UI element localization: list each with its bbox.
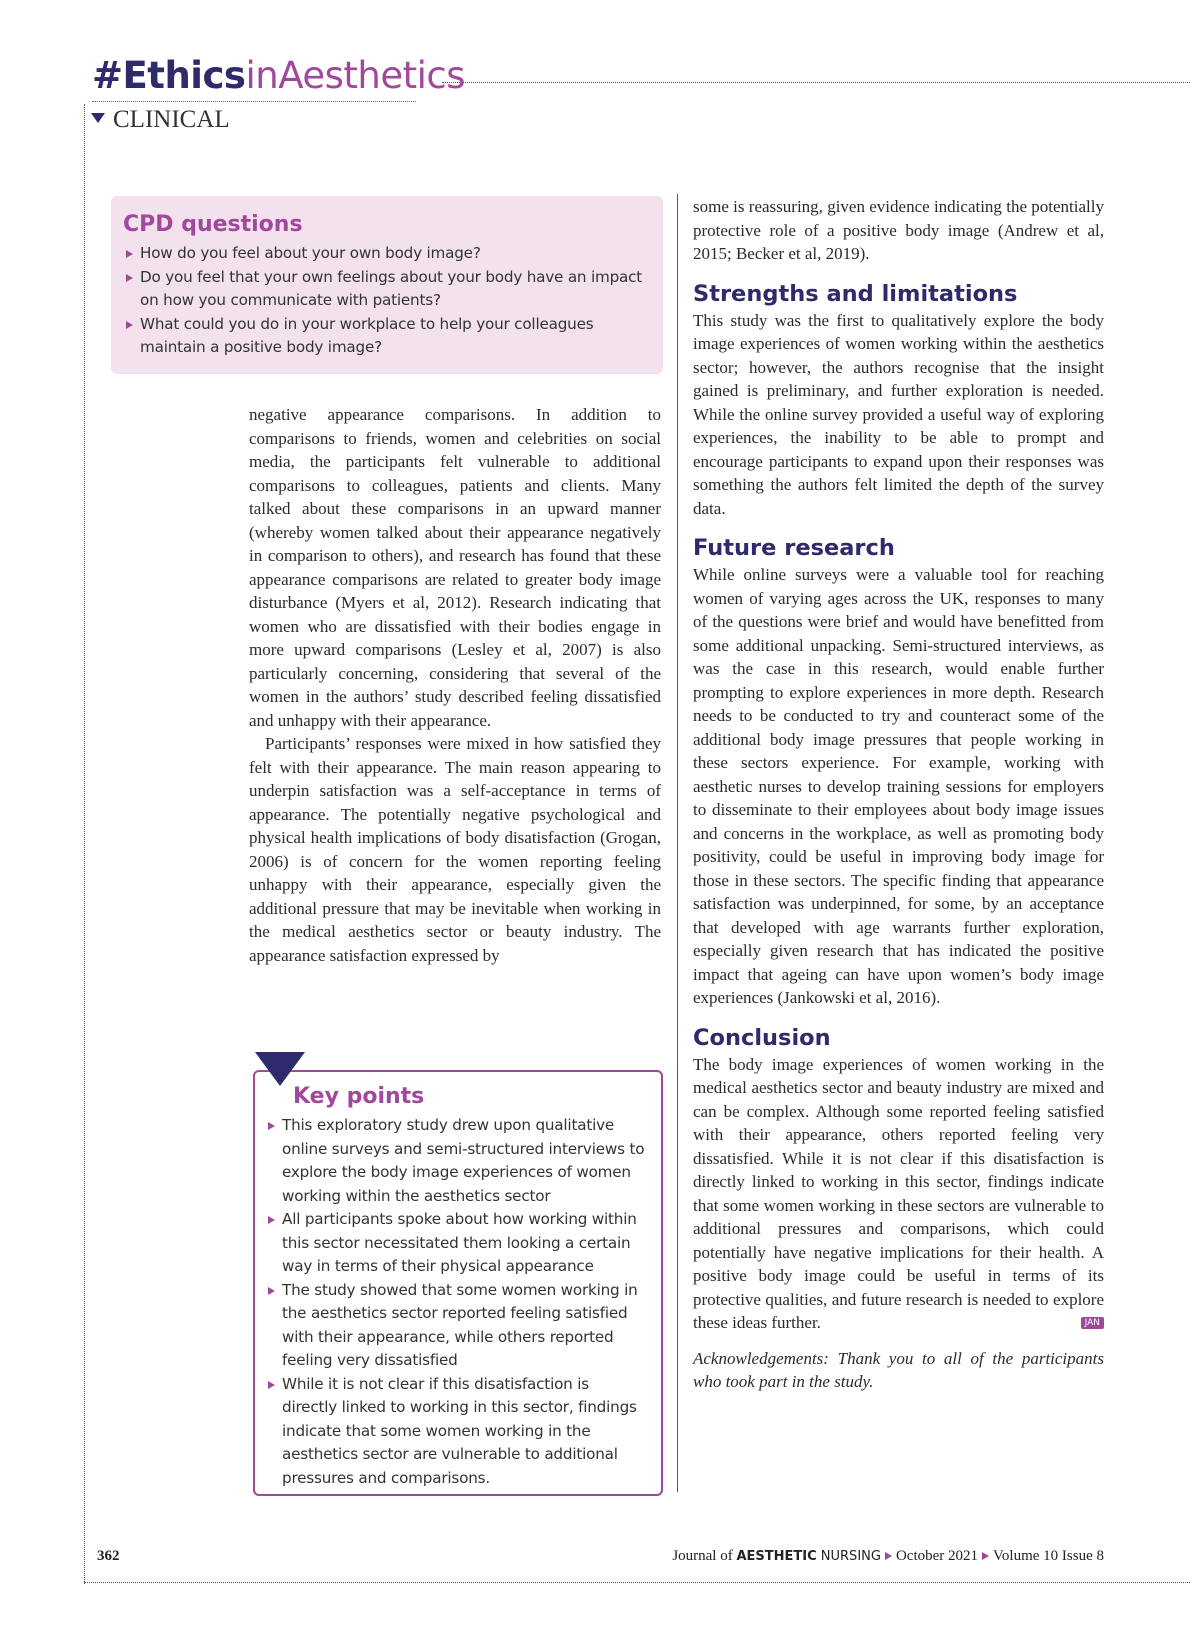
key-points-box: [253, 1070, 663, 1496]
right-column: [693, 195, 1104, 1394]
cpd-item: [123, 242, 649, 266]
left-dotted-rule: [84, 104, 85, 1584]
key-point-item: [265, 1208, 647, 1279]
brand-in: in: [245, 54, 279, 97]
cpd-item: [123, 313, 649, 360]
middle-column: [249, 403, 661, 967]
key-point-text: This exploratory study drew upon qualitative online surveys and semi-structured interviews to explore the body image experiences of women working within the aesthetics sector: [282, 1116, 645, 1205]
section-label-text: CLINICAL: [113, 106, 230, 133]
right-intro-paragraph: some is reassuring, given evidence indicating the potentially protective role of a positive body image (Andrew et al, 2015; Becker et al, 2019).: [693, 197, 1104, 263]
key-points-list: [265, 1114, 647, 1490]
brand-rest: Aesthetics: [278, 54, 466, 97]
journal-footer: [672, 1548, 1104, 1565]
mid-paragraph-2: Participants’ responses were mixed in how satisfied they felt with their appearance. The main reason appearing to underpin satisfaction was a self-acceptance in terms of appearance. The potentially negative psychological and physical health implications of body disatisfaction (Grogan, 2006) is of concern for the women reporting feeling unhappy with their appearance, especially given the additional pressure that may be inevitable when working in the medical aesthetics sector or beauty industry. The appearance satisfaction expressed by: [249, 734, 661, 965]
cpd-item-text: What could you do in your workplace to help your colleagues maintain a positive body image?: [140, 314, 594, 356]
brand-title: [92, 52, 465, 100]
acknowledgements: Acknowledgements: Thank you to all of the participants who took part in the study.: [693, 1348, 1104, 1391]
bottom-dotted-rule: [84, 1582, 1190, 1583]
bullet-arrow-icon: [268, 1216, 275, 1224]
key-points-title: Key points: [293, 1084, 425, 1109]
cpd-title: CPD questions: [123, 212, 303, 237]
page-number: 362: [97, 1548, 120, 1564]
cpd-list: [123, 242, 649, 360]
triangle-down-icon: [91, 113, 105, 123]
key-points-triangle-icon: [255, 1052, 305, 1086]
top-dotted-rule: [442, 82, 1190, 83]
journal-name-bold: AESTHETIC: [736, 1549, 817, 1564]
strengths-paragraph: This study was the first to qualitatively explore the body image experiences of women working within the aesthetics sector; however, the authors recognise that the insight gained is preliminary, and further exploration is needed. While the online survey provided a useful way of exploring experiences, the inability to be able to prompt and encourage participants to expand upon their responses was something the authors felt limited the depth of the survey data.: [693, 310, 1104, 518]
mid-paragraph-1: negative appearance comparisons. In addition to comparisons to friends, women and celebrities on social media, the participants felt vulnerable to additional comparisons to colleagues, patients and clients. Many talked about these comparisons in an upward manner (whereby women talked about their appearance negatively in comparison to others), and research has found that these appearance comparisons are related to greater body image disturbance (Myers et al, 2012). Research indicating that women who are dissatisfied with their bodies engage in more upward comparisons (Lesley et al, 2007) is also particularly concerning, considering that several of the women in the authors’ study described feeling dissatisfied and unhappy with their appearance.: [249, 405, 661, 730]
key-point-text: While it is not clear if this disatisfaction is directly linked to working in this sector, findings indicate that some women working in the aesthetics sector are vulnerable to additional pressures and comparisons.: [282, 1374, 637, 1487]
key-point-item: [265, 1279, 647, 1373]
section-label: [91, 104, 230, 136]
conclusion-paragraph: [693, 1053, 1104, 1335]
cpd-item-text: Do you feel that your own feelings about your body have an impact on how you communicate with patients?: [140, 267, 643, 309]
future-research-paragraph: While online surveys were a valuable tool for reaching women of varying ages across the UK, responses to many of the questions were brief and would have benefitted from some additional unpacking. Semi-structured interviews, as was the case in this research, would enable further prompting to explore experiences in more depth. Research needs to be conducted to try and counteract some of the additional body image pressures that people working in these sectors experience. For example, working with aesthetic nurses to develop training sessions for employers to disseminate to their employees about body image issues and concerns in the workplace, as well as promoting body positivity, could be useful in improving body image for those in these sectors. The specific finding that appearance satisfaction was underpinned, for some, by an acceptance that developed with age warrants further exploration, especially given research that has indicated the positive impact that ageing can have upon women’s body image experiences (Jankowski et al, 2016).: [693, 565, 1104, 1007]
column-divider: [677, 194, 678, 1492]
volume-issue: Volume 10 Issue 8: [993, 1548, 1104, 1564]
end-mark-badge: JAN: [1081, 1317, 1104, 1329]
key-point-text: All participants spoke about how working within this sector necessitated them looking a certain way in terms of their physical appearance: [282, 1210, 637, 1275]
key-point-item: [265, 1114, 647, 1208]
cpd-questions-box: [111, 196, 663, 374]
brand-underline: [92, 101, 416, 102]
bullet-arrow-icon: [126, 250, 133, 258]
journal-name-rest: NURSING: [816, 1549, 881, 1564]
conclusion-heading: Conclusion: [693, 1024, 831, 1051]
issue-date: October 2021: [895, 1548, 979, 1564]
bullet-arrow-icon: [126, 274, 133, 282]
key-point-item: [265, 1373, 647, 1491]
bullet-arrow-icon: [268, 1287, 275, 1295]
key-point-text: The study showed that some women working in the aesthetics sector reported feeling satisfied with their appearance, while others reported feeling very dissatisfied: [282, 1280, 638, 1369]
future-research-heading: Future research: [693, 535, 895, 561]
bullet-arrow-icon: [268, 1122, 275, 1130]
cpd-item-text: How do you feel about your own body image?: [140, 244, 481, 262]
cpd-item: [123, 266, 649, 313]
journal-prefix: Journal of: [672, 1548, 737, 1564]
bullet-arrow-icon: [268, 1381, 275, 1389]
footer-arrow-icon: [982, 1552, 989, 1560]
conclusion-text: The body image experiences of women working in the medical aesthetics sector and beauty industry are mixed and can be complex. Although some reported feeling satisfied with their appearance, others reported feeling very dissatisfied. While it is not clear if this disatisfaction is directly linked to working in this sector, findings indicate that some women working in these sectors are vulnerable to additional pressures and comparisons, which could potentially have negative implications for their health. A positive body image could be useful in terms of its protective qualities, and future research is needed to explore these ideas further.: [693, 1054, 1104, 1332]
footer-arrow-icon: [885, 1552, 892, 1560]
brand-hash: #Ethics: [92, 54, 246, 97]
bullet-arrow-icon: [126, 321, 133, 329]
strengths-heading: Strengths and limitations: [693, 280, 1018, 307]
